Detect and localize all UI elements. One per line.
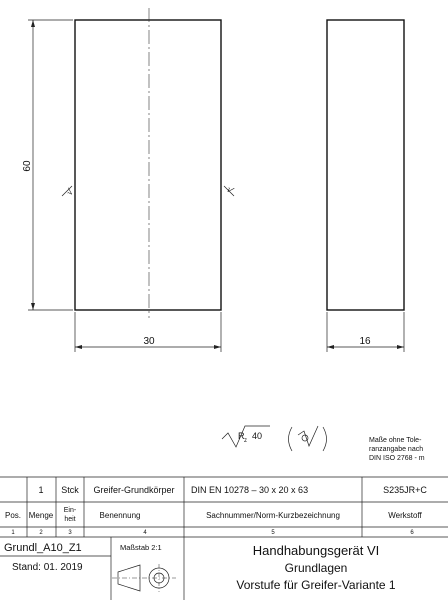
parts-list [0,477,448,537]
tolerance-note-line2: ranzangabe nach [369,446,424,453]
roughness-mark-right [224,184,235,196]
parts-row-menge: 1 [38,485,44,495]
side-view-outline [327,20,404,310]
col-num-1: 1 [11,530,15,536]
dimension-width-front [75,312,221,352]
col-num-6: 6 [410,530,414,536]
dimension-height-label: 60 [22,160,33,172]
header-pos: Pos. [4,511,22,520]
header-menge: Menge [28,511,54,520]
tolerance-note-line3: DIN ISO 2768 - m [369,455,425,462]
roughness-mark-left-text: √ [64,186,75,198]
col-num-5: 5 [271,530,275,536]
front-view [62,8,235,318]
dimension-width-front-label: 30 [143,336,155,347]
title-line-3: Vorstufe für Greifer-Variante 1 [236,578,396,592]
title-block [0,537,396,600]
header-sachnummer: Sachnummer/Norm-Kurzbezeichnung [206,511,340,520]
drawing-number: Grundl_A10_Z1 [4,542,82,554]
parts-row-werkstoff: S235JR+C [383,485,427,495]
dimension-width-side-label: 16 [359,336,371,347]
side-view [327,20,404,310]
header-einheit-1: Ein- [63,507,77,514]
parts-row-einheit: Stck [61,485,79,495]
title-line-1: Handhabungsgerät VI [252,543,380,558]
tolerance-note [369,437,425,462]
col-num-4: 4 [143,530,147,536]
front-view-outline [75,20,221,310]
stand-date: Stand: 01. 2019 [12,562,83,573]
surface-roughness-r: R [238,431,245,441]
header-einheit-2: heit [64,516,76,523]
surface-symbol-bracketed [289,426,327,451]
tolerance-note-line1: Maße ohne Tole- [369,437,422,444]
roughness-mark-left [62,186,75,197]
dimension-height [22,20,73,310]
surface-roughness-sub: z [244,438,247,444]
surface-roughness-value: 40 [252,431,263,441]
surface-roughness-symbol [222,426,270,447]
scale-label: Maßstab 2:1 [120,543,162,552]
projection-symbol-icon [112,564,176,592]
parts-row-benennung: Greifer-Grundkörper [93,485,175,495]
header-benennung: Benennung [99,511,141,520]
title-line-2: Grundlagen [284,561,348,575]
dimension-width-side [327,312,404,352]
header-werkstoff: Werkstoff [388,511,422,520]
parts-row-sachnummer: DIN EN 10278 – 30 x 20 x 63 [191,485,309,495]
col-num-2: 2 [39,530,43,536]
col-num-3: 3 [68,530,72,536]
roughness-mark-right-text: √ [224,184,236,195]
